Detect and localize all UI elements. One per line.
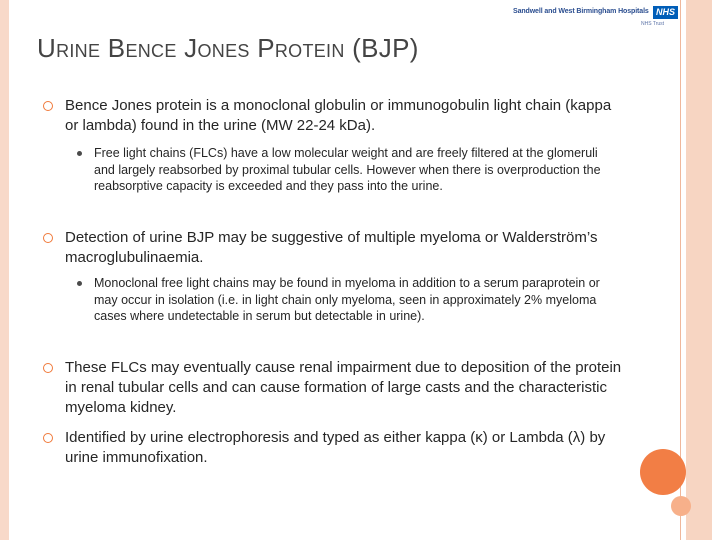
bullet-item: Bence Jones protein is a monoclonal globulin or immunogobulin light chain (kappa or lambda) found in the urine (MW 22-24 kDa). (65, 97, 612, 134)
nhs-badge: NHS (653, 6, 678, 19)
hospital-logo (513, 4, 683, 30)
bullet-item: These FLCs may eventually cause renal impairment due to deposition of the protein in renal tubular cells and can cause formation of large casts and the characteristic myeloma kidney. (65, 359, 622, 416)
sub-bullet-dot-icon (77, 151, 82, 156)
bullet-circle-icon (43, 363, 53, 373)
bullet-item: Identified by urine electrophoresis and typed as either kappa (κ) or Lambda (λ) by urine immunofixation. (65, 429, 606, 466)
logo-subtext: NHS Trust (641, 21, 665, 27)
bullet-circle-icon (43, 433, 53, 443)
decorative-circle-large (640, 449, 686, 495)
sub-bullet-item: Free light chains (FLCs) have a low molecular weight and are freely filtered at the glomeruli and largely reabsorbed by proximal tubular cells. However when there is overproduction the reabsorptive capacity is exceeded and they pass into the urine. (94, 146, 601, 193)
sub-bullet-dot-icon (77, 281, 82, 286)
left-border-band (0, 0, 9, 540)
bullet-circle-icon (43, 101, 53, 111)
slide-title: Urine Bence Jones Protein (BJP) (37, 33, 419, 63)
bullet-circle-icon (43, 233, 53, 243)
sub-bullet-item: Monoclonal free light chains may be found in myeloma in addition to a serum paraprotein or may occur in isolation (i.e. in light chain only myeloma, seen in approximately 2% myeloma cases where undetectable in serum but detectable in urine). (94, 276, 600, 323)
decorative-circle-small (671, 496, 691, 516)
bullet-item: Detection of urine BJP may be suggestive of multiple myeloma or Walderström’s macroglubulinaemia. (65, 229, 598, 266)
right-border-band (686, 0, 712, 540)
logo-text: Sandwell and West Birmingham Hospitals (513, 8, 649, 15)
